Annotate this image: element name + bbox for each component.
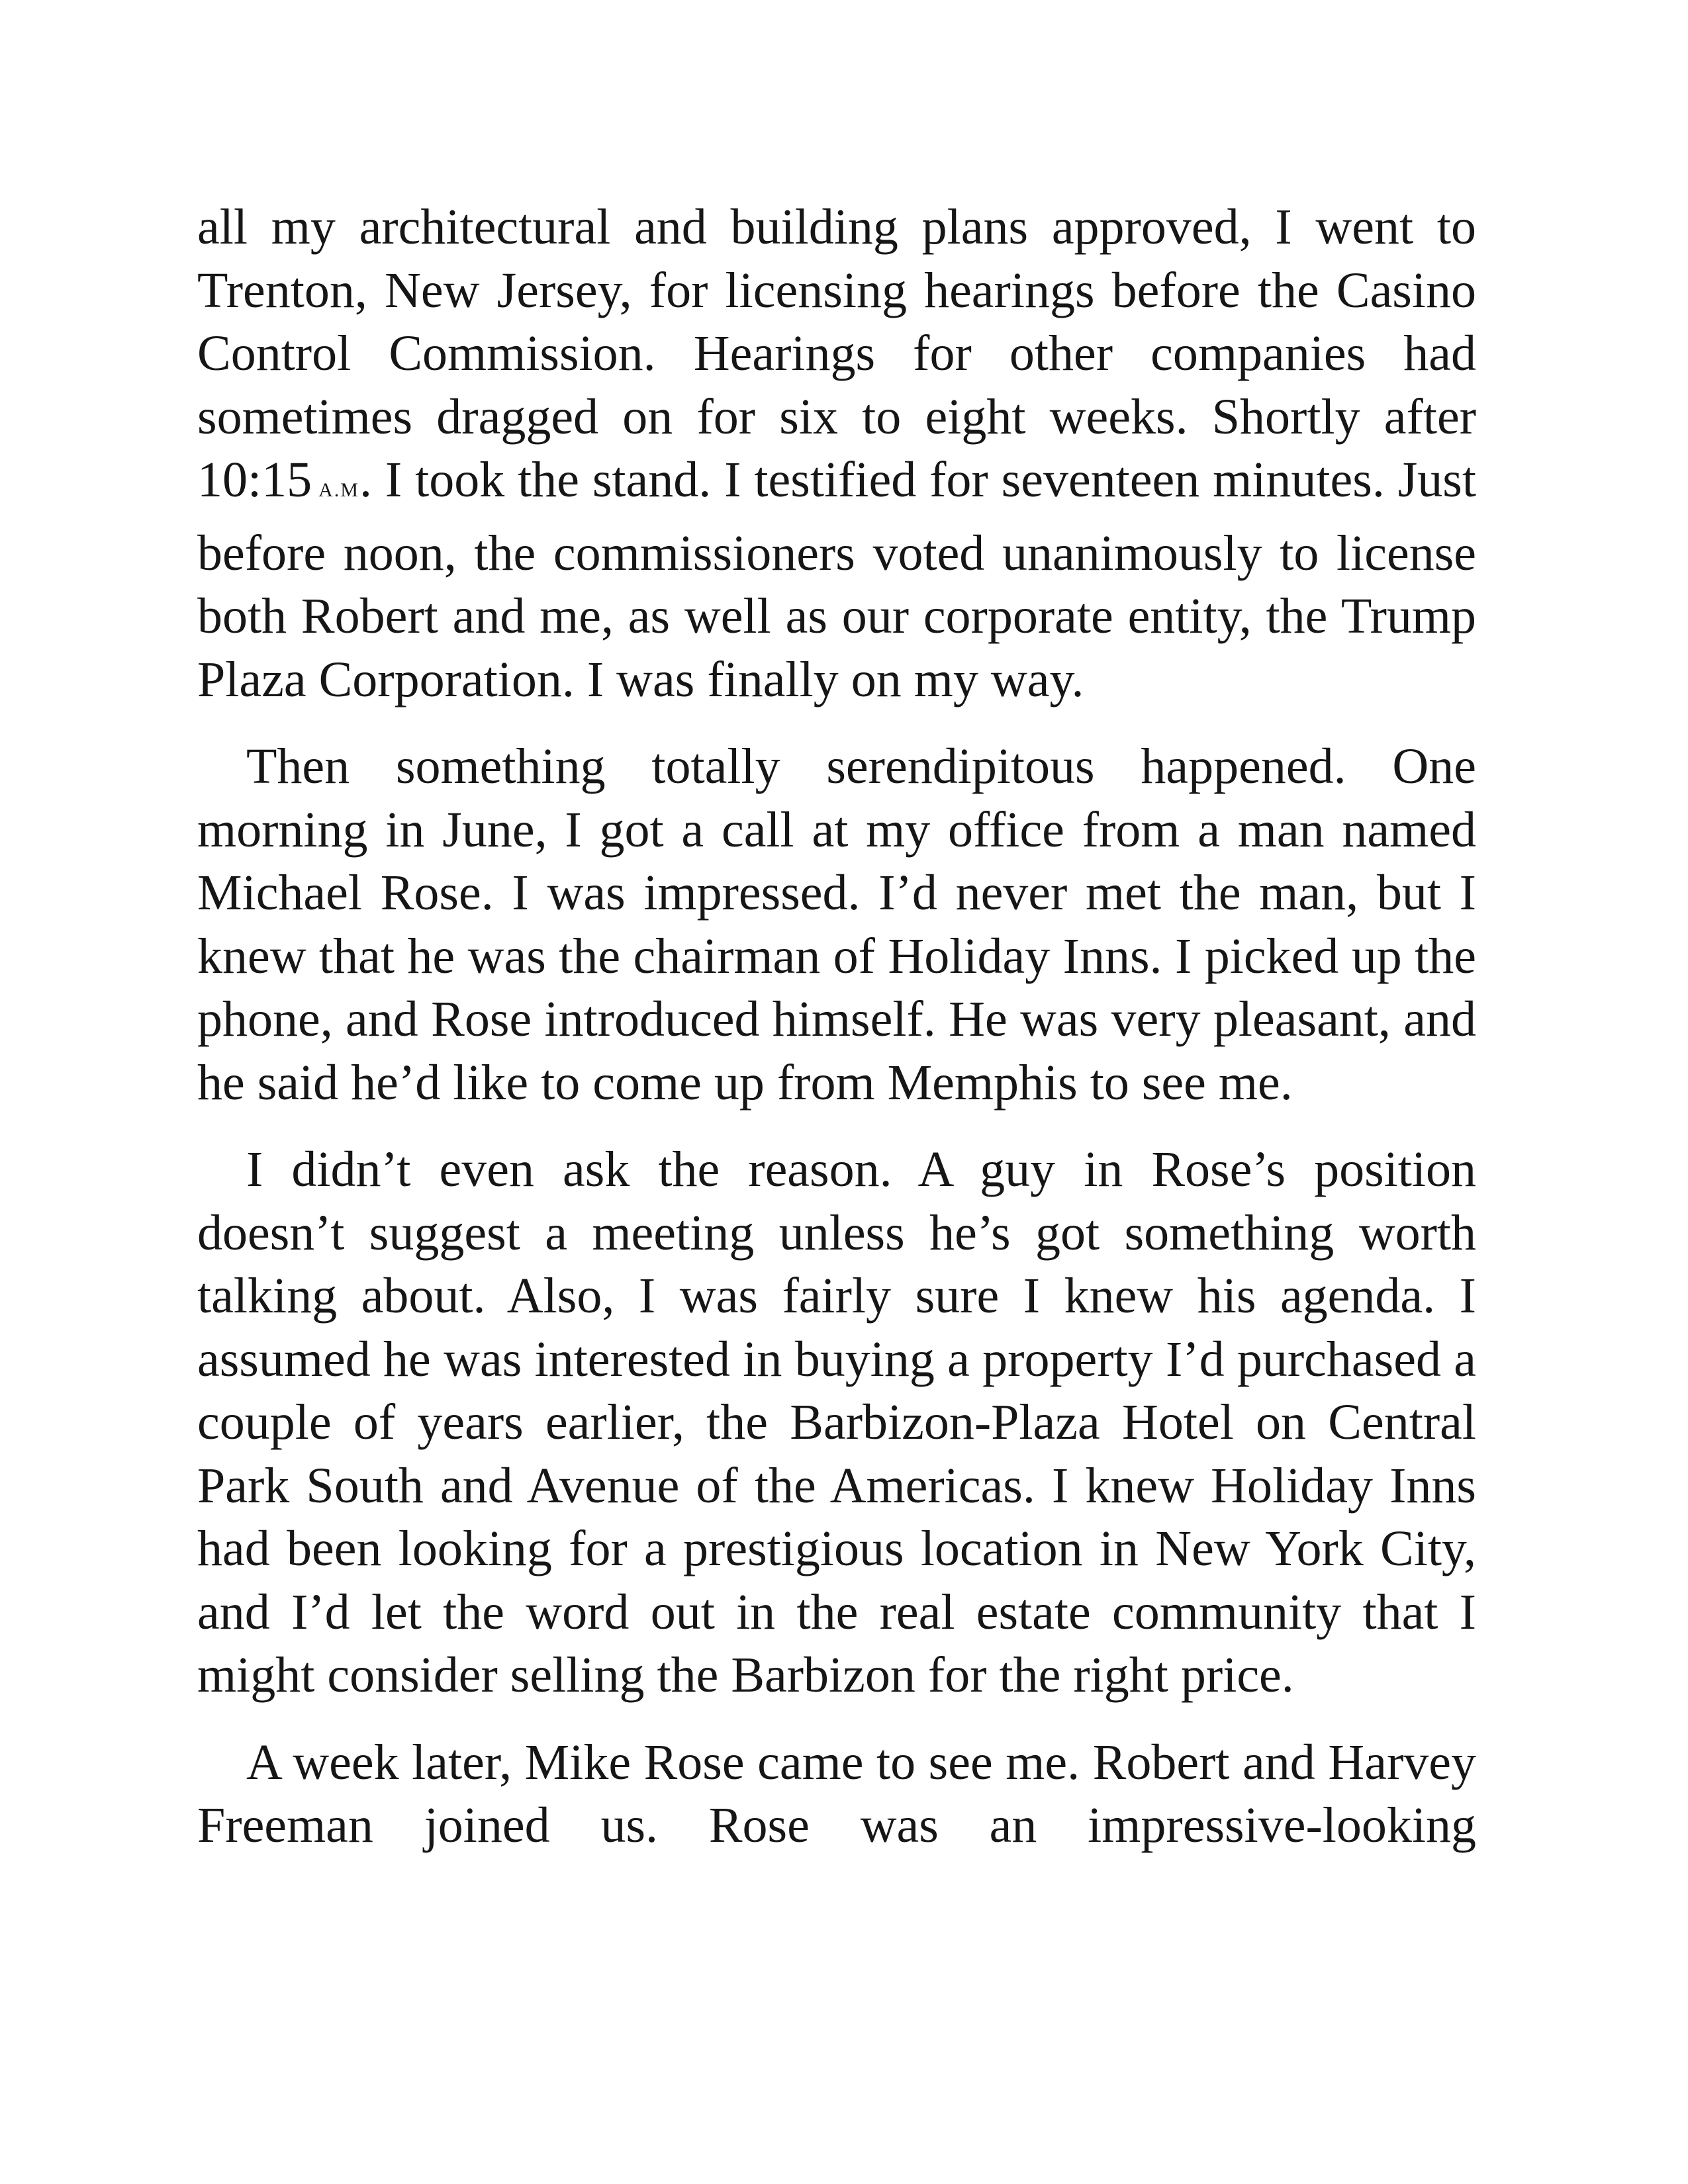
page-body [197,196,1476,1858]
paragraph-1 [197,196,1476,711]
paragraph-1-text-start: all my architectural and building plans approved, I went to Trenton, New Jersey, for licensing hearings before the Casino Control Commission. Hearings for other companies had sometimes dragged on for six to eight weeks. Shortly after 10:15 [197,199,1476,508]
paragraph-2: Then something totally serendipitous happened. One morning in June, I got a call at my office from a man named Michael Rose. I was impressed. I’d never met the man, but I knew that he was the chairman of Holiday Inns. I picked up the phone, and Rose introduced himself. He was very pleasant, and he said he’d like to come up from Memphis to see me. [197,739,1476,1111]
paragraph-1-text-end: . I took the stand. I testified for seventeen minutes. Just before noon, the commissioners voted unanimously to license both Robert and me, as well as our corporate entity, the Trump Plaza Corporation. I was finally on my way. [197,452,1476,707]
paragraph-4: A week later, Mike Rose came to see me. Robert and Harvey Freeman joined us. Rose was an impressive-looking [197,1734,1476,1853]
paragraph-3: I didn’t even ask the reason. A guy in Rose’s position doesn’t suggest a meeting unless he’s got something worth talking about. Also, I was fairly sure I knew his agenda. I assumed he was interested in buying a property I’d purchased a couple of years earlier, the Barbizon-Plaza Hotel on Central Park South and Avenue of the Americas. I knew Holiday Inns had been looking for a prestigious location in New York City, and I’d let the word out in the real estate community that I might consider selling the Barbizon for the right price. [197,1142,1476,1703]
small-caps-am: A.M [318,479,359,501]
